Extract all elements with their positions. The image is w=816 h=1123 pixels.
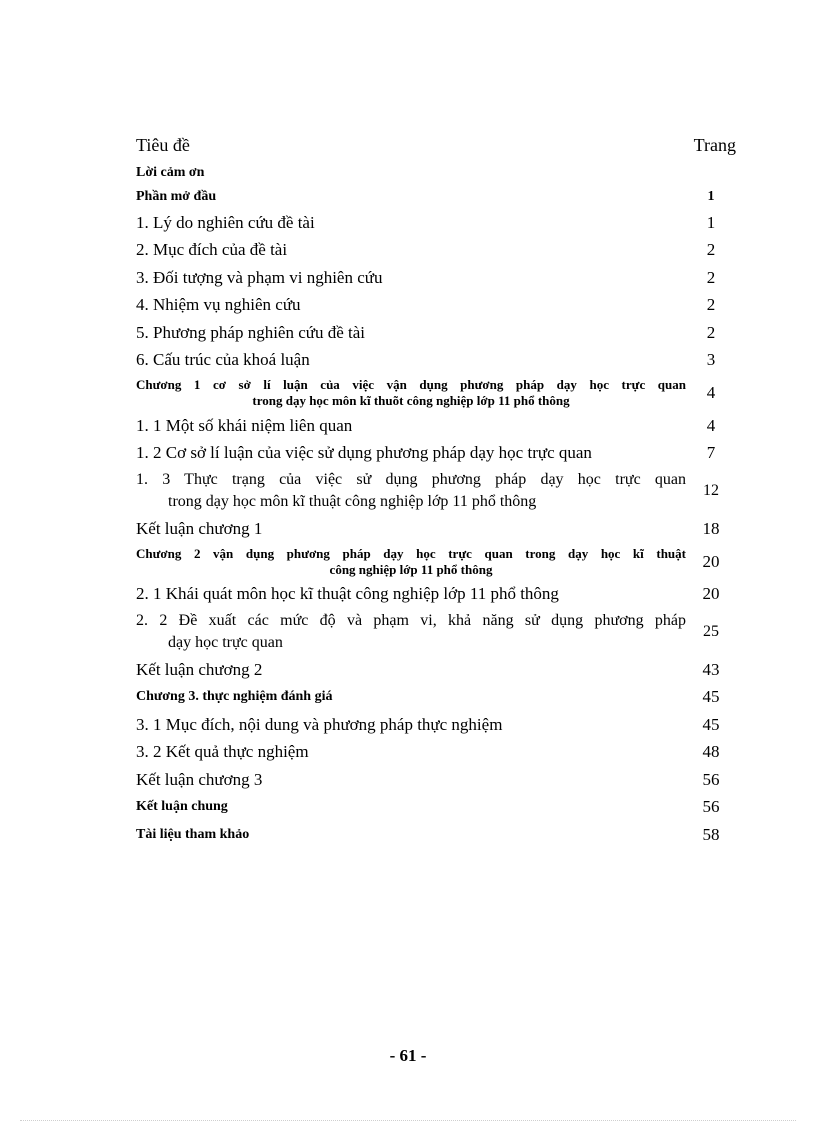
toc-entry-title — [136, 543, 686, 581]
table-of-contents — [136, 135, 736, 849]
toc-entry-title: 4. Nhiệm vụ nghiên cứu — [136, 295, 301, 315]
toc-entry-title — [136, 467, 686, 515]
toc-entry-page: 4 — [706, 383, 716, 402]
toc-entry-title-line1: Chương 2 vận dụng phương pháp dạy học trực quan trong dạy học kĩ thuật — [136, 545, 686, 561]
toc-entry-title-line2: trong dạy học môn kĩ thuõt công nghiệp lớp 11 phổ thông — [252, 393, 570, 408]
page-bottom-rule — [20, 1120, 796, 1121]
toc-entry — [136, 581, 736, 609]
toc-entry-page: 43 — [702, 659, 720, 679]
toc-entry-title-line1: Chương 1 cơ sở lí luận của việc vận dụng phương pháp dạy học trực quan — [136, 377, 686, 392]
toc-entry — [136, 412, 736, 440]
toc-entry-page: 56 — [702, 797, 720, 817]
toc-entry — [136, 656, 736, 684]
toc-entry-title-line1: 2. 2 Đề xuất các mức độ và phạm vi, khả năng sử dụng phương pháp — [136, 612, 686, 629]
toc-header-title: Tiêu đề — [136, 135, 190, 155]
toc-entry-page: 25 — [703, 623, 719, 640]
toc-header — [136, 135, 736, 161]
toc-entry — [136, 608, 736, 656]
toc-entry-page: 20 — [702, 551, 720, 571]
toc-entry-title: 2. Mục đích của đề tài — [136, 240, 288, 260]
toc-entry-title: Chương 3. thực nghiệm đánh giá — [136, 689, 333, 705]
toc-entry-page: 3 — [706, 350, 716, 370]
toc-entry — [136, 821, 736, 849]
toc-entry-title: 2. 1 Khái quát môn học kĩ thuật công nghiệp lớp 11 phổ thông — [136, 584, 559, 604]
toc-entry-page: 12 — [703, 482, 719, 499]
toc-entry-title-line2: trong dạy học môn kĩ thuật công nghiệp lớp 11 phổ thông — [168, 493, 537, 510]
toc-entry — [136, 209, 736, 237]
toc-entry-title: 1. 2 Cơ sở lí luận của việc sử dụng phương pháp dạy học trực quan — [136, 443, 592, 463]
toc-entry — [136, 374, 736, 412]
toc-entry-title: Tài liệu tham khảo — [136, 826, 250, 842]
toc-entry — [136, 440, 736, 468]
toc-entry-page: 2 — [706, 322, 716, 342]
toc-entry-page: 20 — [702, 584, 720, 604]
toc-entry-page: 48 — [702, 742, 720, 762]
toc-entry-page: 18 — [702, 518, 720, 538]
toc-entry — [136, 467, 736, 515]
toc-entry-title: 5. Phương pháp nghiên cứu đề tài — [136, 322, 366, 342]
toc-entry — [136, 543, 736, 581]
toc-entry-page: 58 — [702, 824, 720, 844]
toc-entry-title: Kết luận chương 1 — [136, 518, 263, 538]
toc-entry-title-line1: 1. 3 Thực trạng của việc sử dụng phương pháp dạy học trực quan — [136, 471, 686, 488]
toc-entry-title: Phần mở đầu — [136, 189, 217, 204]
toc-entry — [136, 766, 736, 794]
toc-entry-page: 2 — [706, 267, 716, 287]
toc-entry — [136, 347, 736, 375]
toc-entry-title: Kết luận chương 3 — [136, 769, 263, 789]
toc-entry-title-line2: dạy học trực quan — [168, 634, 283, 651]
toc-entry-page: 56 — [702, 769, 720, 789]
toc-entry-page: 2 — [706, 295, 716, 315]
toc-entry-title: 1. Lý do nghiên cứu đề tài — [136, 212, 315, 232]
toc-entry-title: 3. Đối tượng và phạm vi nghiên cứu — [136, 267, 383, 287]
toc-entry — [136, 515, 736, 543]
toc-entry-title-line2: công nghiệp lớp 11 phổ thông — [329, 561, 493, 577]
toc-entries — [136, 161, 736, 849]
toc-entry — [136, 185, 736, 209]
toc-entry — [136, 739, 736, 767]
toc-entry — [136, 711, 736, 739]
toc-entry — [136, 292, 736, 320]
toc-entry-title: Kết luận chương 2 — [136, 659, 263, 679]
toc-entry — [136, 794, 736, 822]
toc-entry-page: 45 — [702, 687, 720, 707]
toc-header-page: Trang — [693, 135, 736, 155]
toc-entry-title: 3. 1 Mục đích, nội dung và phương pháp thực nghiệm — [136, 714, 503, 734]
toc-entry-title — [136, 374, 686, 412]
toc-entry-page: 1 — [707, 189, 715, 204]
toc-entry-page: 45 — [702, 714, 720, 734]
toc-entry-title: 6. Cấu trúc của khoá luận — [136, 350, 310, 370]
toc-entry-page: 1 — [706, 212, 716, 232]
toc-entry-title — [136, 608, 686, 656]
toc-entry — [136, 264, 736, 292]
toc-entry-page: 4 — [706, 415, 716, 435]
toc-entry-title: 3. 2 Kết quả thực nghiệm — [136, 742, 309, 762]
toc-entry-title: 1. 1 Một số khái niệm liên quan — [136, 415, 353, 435]
toc-entry-title: Lời cảm ơn — [136, 165, 205, 180]
toc-entry — [136, 684, 736, 712]
toc-entry-page: 2 — [706, 240, 716, 260]
toc-entry-title: Kết luận chung — [136, 799, 228, 815]
toc-entry — [136, 237, 736, 265]
page-number: - 61 - — [389, 1046, 427, 1065]
toc-entry — [136, 319, 736, 347]
toc-entry — [136, 161, 736, 185]
toc-entry-page: 7 — [706, 443, 716, 463]
